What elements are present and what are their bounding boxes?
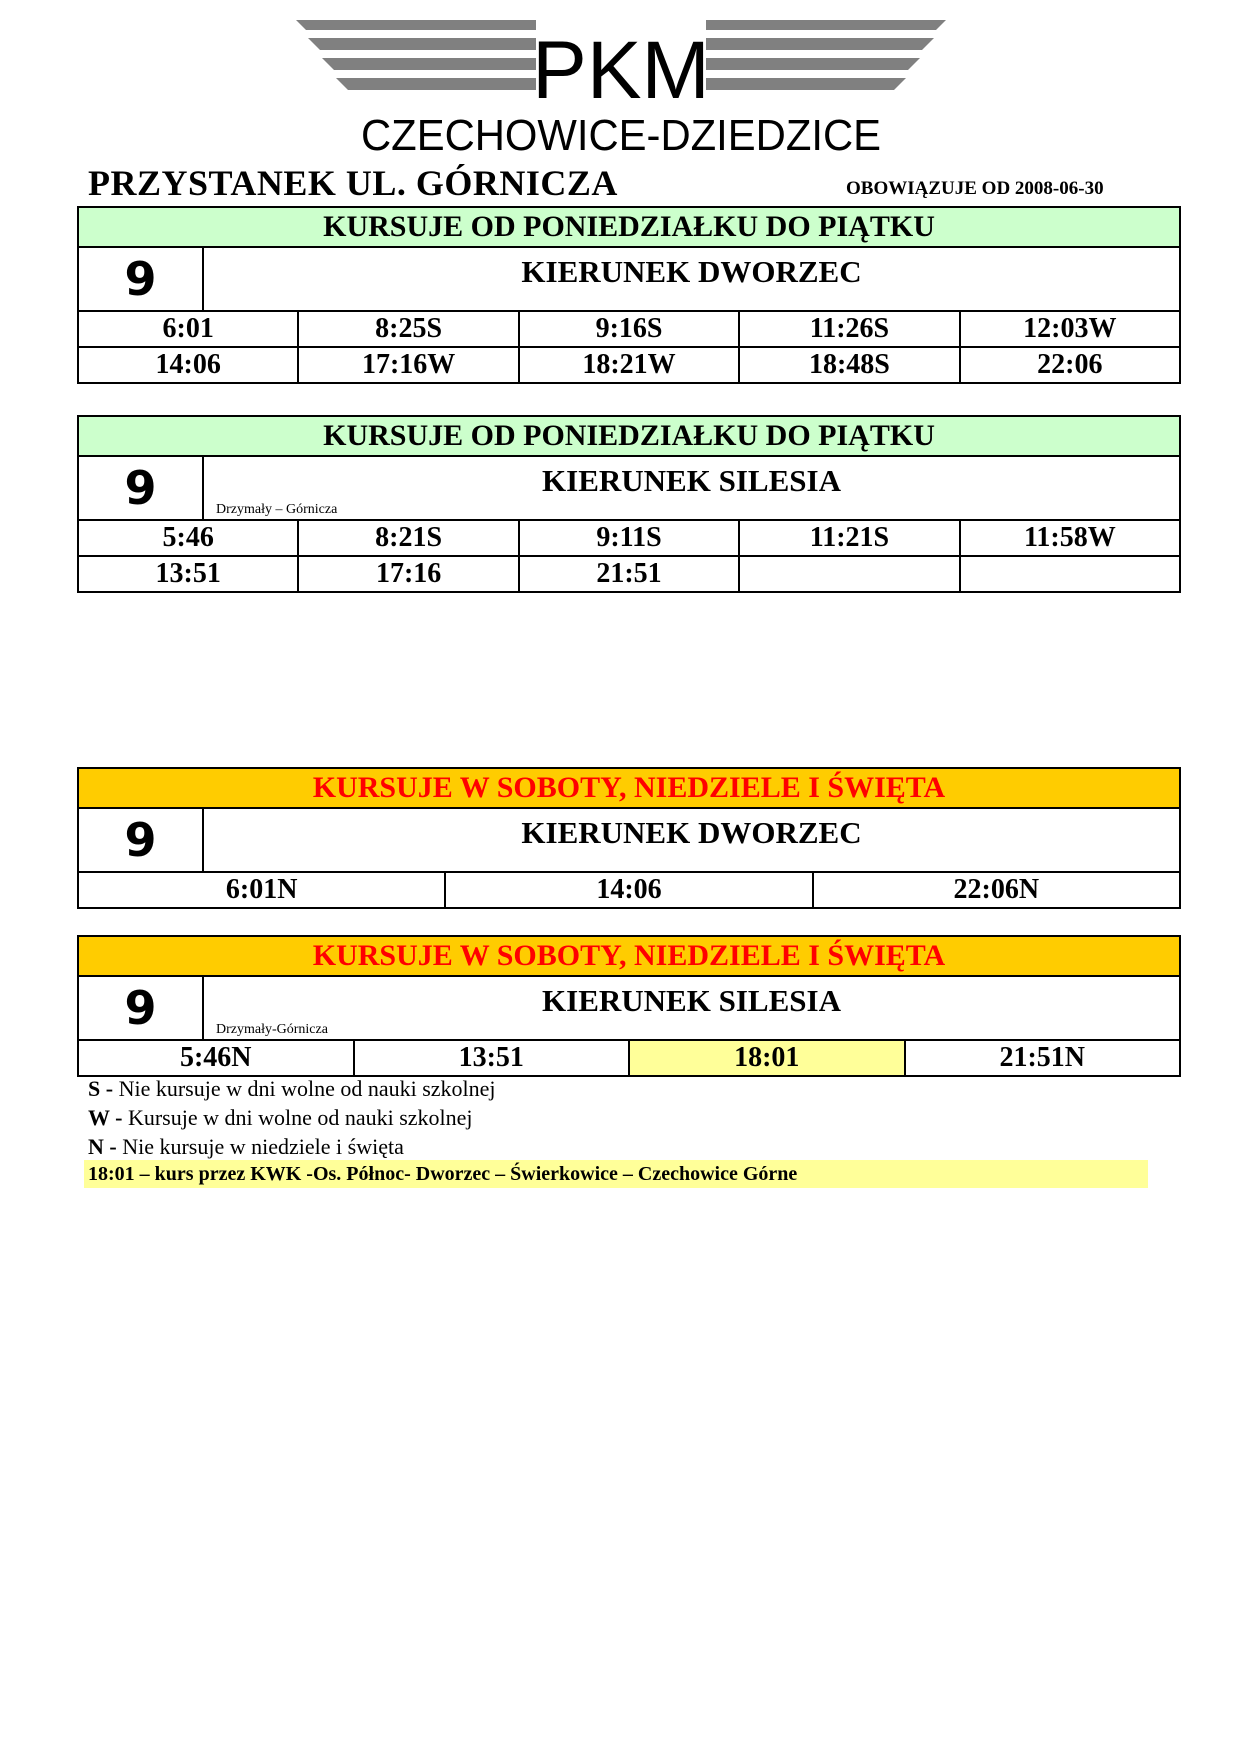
valid-from-date: OBOWIĄZUJE OD 2008-06-30: [846, 178, 1104, 199]
departure-row: [79, 1041, 1179, 1075]
pkm-logo: [296, 18, 946, 153]
timetable-line-row: [79, 248, 1179, 312]
departure-time: 17:16W: [297, 348, 517, 382]
departure-time: 14:06: [155, 349, 221, 380]
departure-time: 21:51N: [904, 1041, 1180, 1075]
departure-row: [79, 521, 1179, 555]
departure-time: 22:06: [959, 348, 1179, 382]
direction-cell: [204, 977, 1179, 1039]
timetable-weekend-silesia: [77, 935, 1181, 1077]
logo-city: CZECHOWICE-DZIEDZICE: [361, 111, 881, 153]
legend-key: S -: [88, 1076, 114, 1101]
direction-cell: [204, 809, 1179, 871]
legend-item: [88, 1132, 496, 1161]
departure-time: 11:21S: [738, 521, 958, 555]
direction-title: KIERUNEK DWORZEC: [521, 815, 862, 850]
departure-time: 5:46: [162, 522, 214, 553]
legend-text: Nie kursuje w dni wolne od nauki szkolnej: [118, 1076, 496, 1101]
timetable-line-row: [79, 977, 1179, 1041]
timetable-weekday-silesia: [77, 415, 1181, 593]
timetable-line-row: [79, 457, 1179, 521]
departure-time: 13:51: [155, 558, 221, 589]
line-number: 9: [79, 977, 204, 1039]
timetable-heading: KURSUJE OD PONIEDZIAŁKU DO PIĄTKU: [79, 417, 1179, 457]
line-number: 9: [79, 809, 204, 871]
pkm-logo-graphic: [296, 18, 946, 153]
direction-title: KIERUNEK SILESIA: [542, 463, 841, 498]
departure-time: 9:11S: [518, 521, 738, 555]
departure-row: [79, 873, 1179, 907]
legend-item: [88, 1103, 496, 1132]
departure-time: 17:16: [297, 557, 517, 591]
departure-row: [79, 555, 1179, 591]
line-number: 9: [79, 457, 204, 519]
direction-title: KIERUNEK SILESIA: [542, 983, 841, 1018]
legend-key: N -: [88, 1134, 117, 1159]
departure-time: 12:03W: [959, 312, 1179, 346]
departure-row: [79, 312, 1179, 346]
timetable-heading: KURSUJE W SOBOTY, NIEDZIELE I ŚWIĘTA: [79, 937, 1179, 977]
departure-time: 13:51: [353, 1041, 629, 1075]
departure-time: 9:16S: [518, 312, 738, 346]
route-via: Drzymały – Górnicza: [216, 502, 338, 517]
departure-time: 11:26S: [738, 312, 958, 346]
departure-time: 6:01N: [225, 874, 298, 905]
departure-time: 21:51: [518, 557, 738, 591]
logo-brand: PKM: [532, 25, 710, 116]
legend-text: Nie kursuje w niedziele i święta: [122, 1134, 404, 1159]
legend-text: Kursuje w dni wolne od nauki szkolnej: [127, 1105, 473, 1130]
departure-time: 8:21S: [297, 521, 517, 555]
route-via: Drzymały-Górnicza: [216, 1022, 328, 1037]
departure-time-highlighted: 18:01: [628, 1041, 904, 1075]
timetable-line-row: [79, 809, 1179, 873]
departure-time: [738, 557, 958, 591]
departure-time: 18:48S: [738, 348, 958, 382]
timetable-weekday-dworzec: [77, 206, 1181, 384]
route-note: 18:01 – kurs przez KWK -Os. Północ- Dworzec – Świerkowice – Czechowice Górne: [84, 1160, 1148, 1188]
direction-title: KIERUNEK DWORZEC: [521, 254, 862, 289]
departure-time: 14:06: [444, 873, 811, 907]
direction-cell: [204, 248, 1179, 310]
departure-row: [79, 346, 1179, 382]
legend-item: [88, 1074, 496, 1103]
stop-title: PRZYSTANEK UL. GÓRNICZA: [88, 163, 618, 203]
departure-time: 5:46N: [179, 1042, 252, 1073]
departure-time: 11:58W: [959, 521, 1179, 555]
departure-time: 8:25S: [297, 312, 517, 346]
departure-time: [959, 557, 1179, 591]
timetable-heading: KURSUJE W SOBOTY, NIEDZIELE I ŚWIĘTA: [79, 769, 1179, 809]
timetable-heading: KURSUJE OD PONIEDZIAŁKU DO PIĄTKU: [79, 208, 1179, 248]
legend: [88, 1074, 496, 1161]
departure-time: 22:06N: [812, 873, 1179, 907]
line-number: 9: [79, 248, 204, 310]
timetable-weekend-dworzec: [77, 767, 1181, 909]
departure-time: 18:21W: [518, 348, 738, 382]
departure-time: 6:01: [162, 313, 214, 344]
legend-key: W -: [88, 1105, 123, 1130]
direction-cell: [204, 457, 1179, 519]
